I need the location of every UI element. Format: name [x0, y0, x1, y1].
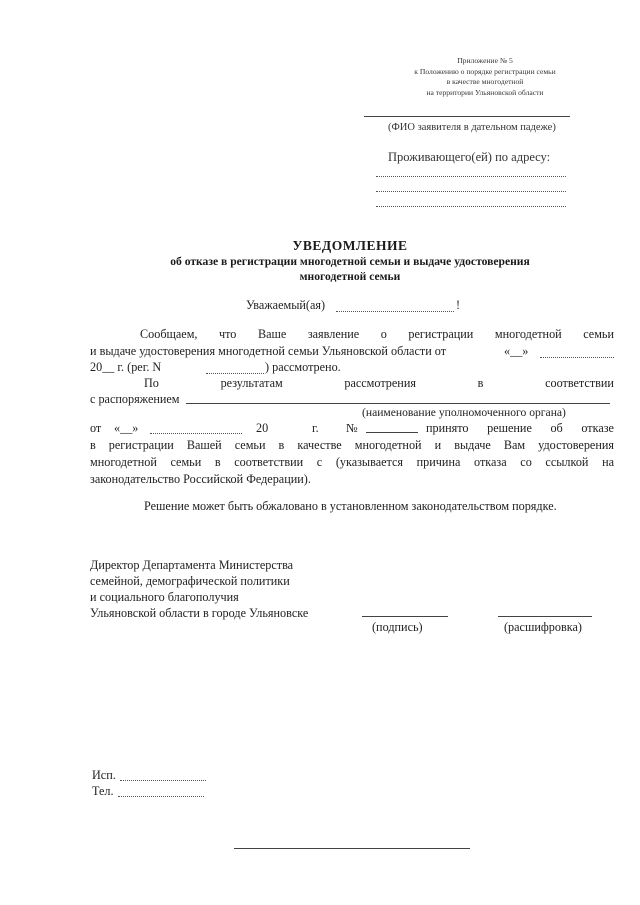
- paragraph-3-line-2: в регистрации Вашей семьи в качестве многодетной и выдаче Вам удостоверения: [90, 438, 614, 452]
- annex-line-2: к Положению о порядке регистрации семьи: [414, 66, 556, 76]
- address-line-3: [376, 206, 566, 207]
- signer-line-1: Директор Департамента Министерства: [90, 558, 294, 572]
- paragraph-1-line-2: и выдаче удостоверения многодетной семьи Ульяновской области от: [90, 344, 447, 358]
- p3-from: от: [90, 421, 102, 435]
- address-line-1: [376, 176, 566, 177]
- word: о: [380, 327, 387, 341]
- greeting-prefix: Уважаемый(ая): [246, 298, 326, 312]
- annex-header: [370, 56, 600, 98]
- p3-decision-words: [426, 421, 614, 436]
- date-line: [540, 357, 614, 358]
- word: соответствии: [545, 376, 614, 390]
- paragraph-2-line-2: с распоряжением: [90, 392, 180, 406]
- fio-label: (ФИО заявителя в дательном падеже): [388, 122, 556, 133]
- bottom-separator: [234, 848, 470, 849]
- annex-line-1: Приложение № 5: [457, 56, 513, 65]
- address-label: Проживающего(ей) по адресу:: [388, 150, 551, 164]
- signer-line-4: Ульяновской области в городе Ульяновске: [90, 606, 309, 620]
- document-subtitle-line-1: об отказе в регистрации многодетной семьи и выдаче удостоверения: [170, 255, 530, 268]
- address-line-2: [376, 191, 566, 192]
- reg-number-line: [206, 373, 264, 374]
- paragraph-3-line-4: законодательство Российской Федерации).: [90, 472, 311, 486]
- word: результатам: [220, 376, 283, 390]
- greeting-name-line: [336, 311, 454, 312]
- document-title: УВЕДОМЛЕНИЕ: [292, 238, 408, 253]
- signature-label: (подпись): [372, 620, 423, 634]
- word: рассмотрения: [344, 376, 416, 390]
- document-subtitle-line-2: многодетной семьи: [299, 270, 401, 283]
- paragraph-1-line-1: [140, 327, 614, 342]
- word: решение: [487, 421, 532, 435]
- paragraph-1-line-3-prefix: 20__ г. (рег. N: [90, 360, 162, 374]
- decoding-label: (расшифровка): [504, 620, 582, 634]
- executor-line: [120, 780, 206, 781]
- word: в: [477, 376, 484, 390]
- appeal-text: Решение может быть обжаловано в установленном законодательством порядке.: [144, 499, 557, 513]
- signer-line-2: семейной, демографической политики: [90, 574, 290, 588]
- word: принято: [426, 421, 469, 435]
- p3-year: 20: [256, 421, 269, 435]
- paragraph-1-line-3-suffix: ) рассмотрено.: [265, 360, 341, 374]
- signature-line: [362, 616, 448, 617]
- p3-quote: «__»: [114, 421, 139, 435]
- decoding-line: [498, 616, 592, 617]
- paragraph-3-line-3: многодетной семьи в соответствии с (указывается причина отказа со ссылкой на: [90, 455, 614, 469]
- phone-label: Тел.: [92, 784, 114, 798]
- p3-g: г.: [312, 421, 319, 435]
- annex-line-4: на территории Ульяновской области: [426, 87, 544, 97]
- fio-line: [364, 116, 570, 117]
- word: регистрации: [408, 327, 474, 341]
- word: отказе: [581, 421, 614, 435]
- authority-line: [186, 403, 610, 404]
- word: Сообщаем,: [140, 327, 198, 341]
- date-quote: «__»: [504, 344, 529, 358]
- phone-line: [118, 796, 204, 797]
- word: многодетной: [494, 327, 562, 341]
- word: семьи: [583, 327, 614, 341]
- greeting-suffix: !: [456, 298, 461, 312]
- word: что: [219, 327, 237, 341]
- word: По: [144, 376, 159, 390]
- signer-line-3: и социального благополучия: [90, 590, 239, 604]
- word: заявление: [307, 327, 360, 341]
- paragraph-2-line-1: [144, 376, 614, 391]
- executor-label: Исп.: [92, 768, 116, 782]
- p3-date-line: [150, 433, 242, 434]
- annex-line-3: в качестве многодетной: [446, 77, 524, 87]
- authority-label: (наименование уполномоченного органа): [362, 406, 566, 419]
- p3-number-sign: №: [346, 421, 358, 435]
- word: об: [550, 421, 563, 435]
- word: Ваше: [257, 327, 287, 341]
- p3-number-line: [366, 432, 418, 433]
